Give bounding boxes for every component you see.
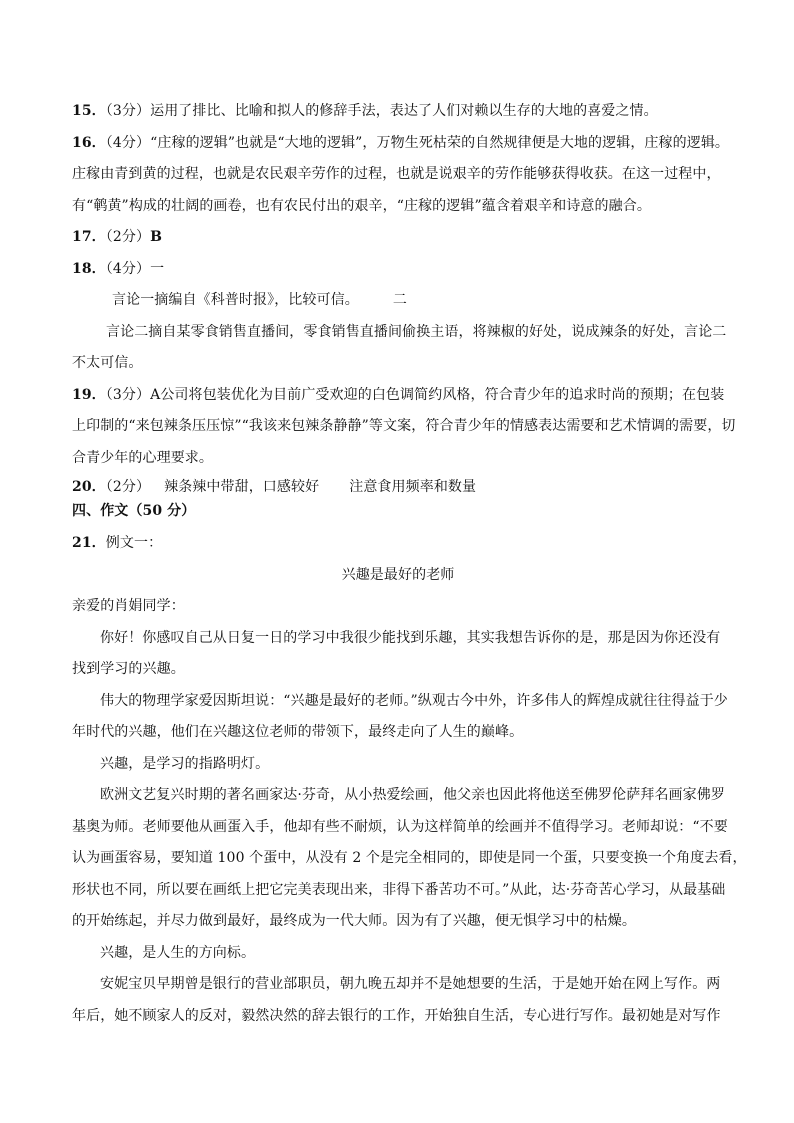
question-number: 15． [72,103,106,119]
essay-paragraph: 安妮宝贝早期曾是银行的营业部职员，朝九晚五却并不是她想要的生活，于是她开始在网上写作。两 [100,976,721,992]
question-number: 21． [72,535,106,551]
essay-paragraph: 欧洲文艺复兴时期的著名画家达·芬奇，从小热爱绘画，他父亲也因此将他送至佛罗伦萨拜名画家佛罗 [100,787,725,803]
answer-text: A公司将包装优化为目前广受欢迎的白色调简约风格，符合青少年的追求时尚的预期；在包装 [150,386,725,403]
question-19 [72,380,724,412]
question-number: 19． [72,386,106,403]
question-score: （3分） [105,386,151,403]
question-number: 16． [72,134,106,151]
question-score: （2分） [105,229,151,245]
question-16 [72,128,730,160]
essay-paragraph: 年时代的兴趣，他们在兴趣这位老师的带领下，最终走向了人生的巅峰。 [72,724,524,740]
answer-text: 言论一摘编自《科普时报》，比较可信。 [112,292,359,308]
question-number: 18． [72,260,106,277]
answer-line: 上印制的“来包辣条压压惊”“我该来包辣条静静”等文案，符合青少年的情感表达需要和艺术情调的需要，切 [72,418,736,434]
essay-paragraph: 兴趣，是人生的方向标。 [100,944,256,961]
answer-line: 言论二摘自某零食销售直播间，零食销售直播间偷换主语，将辣椒的好处，说成辣条的好处，言论二 [106,323,727,340]
answer-line: 庄稼由青到黄的过程，也就是农民艰辛劳作的过程，也就是说艰辛的劳作能够获得收获。在这一过程中， [72,166,721,182]
answer-text: “庄稼的逻辑”也就是“大地的逻辑”，万物生死枯荣的自然规律便是大地的逻辑，庄稼的逻辑。 [150,134,730,151]
question-15 [72,96,724,128]
answer-text: 二 [392,292,407,308]
essay-paragraph: 年后，她不顾家人的反对，毅然决然的辞去银行的工作，开始独自生活，专心进行写作。最初她是对写作 [72,1007,721,1024]
question-number: 20． [72,479,106,495]
essay-paragraph: 基奥为师。老师要他从画蛋入手，他却有些不耐烦，认为这样简单的绘画并不值得学习。老师却说：“不要 [72,818,728,835]
question-score: （3分） [105,103,151,119]
essay-paragraph: 兴趣，是学习的指路明灯。 [100,755,270,772]
answer-text: 注意食用频率和数量 [349,479,477,495]
answer-line [72,285,724,317]
answer-text: B [150,229,163,245]
question-score: （2分） [105,479,151,495]
question-20 [72,474,724,500]
question-score: （4分） [105,134,151,151]
essay-paragraph: 形状也不同，所以要在画纸上把它完美表现出来，非得下番苦功不可。”从此，达·芬奇苦心学习，从最基础 [72,881,726,898]
question-18 [72,254,724,286]
section-heading: 四、作文（50 分） [72,503,196,519]
essay-paragraph: 找到学习的兴趣。 [72,661,185,677]
answer-text: 辣条辣中带甜，口感较好 [164,479,320,495]
question-17 [72,222,724,254]
question-number: 17． [72,229,106,245]
question-21 [72,528,724,560]
answer-line: 有“鹌黄”构成的壮阔的画卷，也有农民付出的艰辛，“庄稼的逻辑”蕴含着艰辛和诗意的融合。 [72,197,651,214]
answer-line: 合青少年的心理要求。 [72,449,213,466]
essay-paragraph: 认为画蛋容易，要知道 100 个蛋中，从没有 2 个是完全相同的，即使是同一个蛋，只要变换一个角度去看， [72,850,747,866]
question-score: （4分） [105,260,151,277]
essay-title: 兴趣是最好的老师 [341,566,455,583]
answer-sheet-page [72,96,747,1032]
answer-line: 不太可信。 [72,355,143,371]
essay-label: 例文一： [105,535,163,551]
essay-paragraph: 你好！你感叹自己从日复一日的学习中我很少能找到乐趣，其实我想告诉你的是，那是因为你还没有 [100,629,721,646]
essay-paragraph: 伟大的物理学家爱因斯坦说：“兴趣是最好的老师。”纵观古今中外，许多伟人的辉煌成就往往得益于少 [100,692,728,709]
essay-salutation: 亲爱的肖娟同学： [72,598,185,614]
answer-text: 运用了排比、比喻和拟人的修辞手法，表达了人们对赖以生存的大地的喜爱之情。 [150,103,658,119]
essay-paragraph: 的开始练起，并尽力做到最好，最终成为一代大师。因为有了兴趣，便无惧学习中的枯燥。 [72,913,636,929]
answer-text: 一 [150,260,165,277]
